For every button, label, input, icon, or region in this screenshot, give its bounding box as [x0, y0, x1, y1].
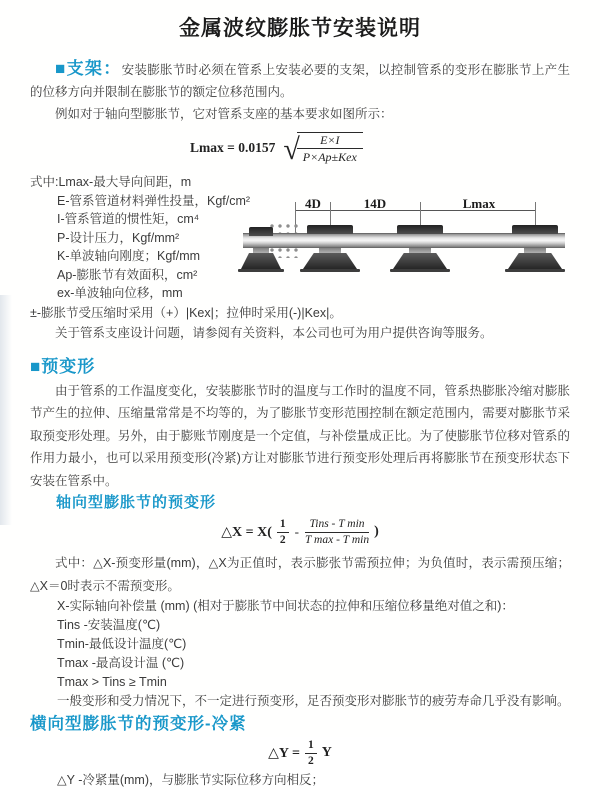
- axial-preform-heading: 轴向型膨胀节的预变形: [56, 494, 217, 511]
- fraction-denominator: T max - T min: [304, 533, 370, 546]
- dim-label-14d: 14D: [363, 196, 387, 211]
- axial-definitions-block: [30, 597, 570, 711]
- axial-definition-line: X-实际轴向补偿量 (mm) (相对于膨胀节中间状态的拉伸和压缩位移量绝对值之和)：: [57, 599, 514, 613]
- anchor-support-neck: [253, 247, 269, 254]
- page-title: 金属波纹膨胀节安装说明: [179, 17, 421, 40]
- definitions-intro: 式中:Lmax-最大导向间距，m: [30, 175, 192, 189]
- fraction-numerator: Tins - T min: [305, 518, 369, 533]
- pipe-support-diagram: [243, 197, 573, 293]
- section-heading-preform: ■预变形: [30, 356, 96, 376]
- guide-support-base: [300, 269, 360, 272]
- dimension-line: [295, 210, 535, 211]
- formula-rhs: ): [374, 524, 379, 539]
- fraction-numerator: 1: [305, 739, 317, 754]
- fraction-denominator: 2: [279, 533, 286, 546]
- lmax-formula: [190, 129, 570, 167]
- fraction-denominator: 2: [307, 754, 314, 767]
- section-heading-support: ■支架：: [55, 59, 122, 78]
- formula-lhs: △X = X(: [221, 524, 272, 540]
- guide-support-pedestal: [393, 253, 447, 269]
- axial-definition-line: Tins -安装温度(℃): [57, 618, 161, 632]
- formula-rhs: Y: [321, 745, 332, 760]
- guide-support-clamp: [397, 225, 443, 234]
- pipe: [243, 233, 565, 248]
- axial-definition-line: Tmax > Tins ≥ Tmin: [57, 675, 167, 689]
- lateral-note-line: △Y -冷紧量(mm)，与膨胀节实际位移方向相反；: [57, 773, 325, 787]
- dim-label-lmax: Lmax: [462, 196, 496, 211]
- guide-support-clamp: [307, 225, 353, 234]
- support-intro-paragraph: [30, 58, 570, 103]
- guide-support-pedestal: [303, 253, 357, 269]
- lateral-preform-formula: [30, 737, 570, 769]
- definition-item: Ap-膨胀节有效面积，cm²: [57, 267, 198, 282]
- one-half-fraction: [277, 518, 289, 547]
- guide-support-neck: [524, 247, 546, 254]
- definition-item: E-管系管道材料弹性投量，Kgf/cm²: [57, 193, 251, 208]
- axial-closing-line: 一般变形和受力情况下，不一定进行预变形，足否预变形对膨胀节的疲劳寿命几乎没有影响。: [57, 694, 570, 708]
- formula-fraction: [297, 132, 363, 164]
- anchor-support-base: [238, 269, 284, 272]
- temperature-fraction: [305, 518, 369, 547]
- definition-item: P-设计压力，Kgf/mm²: [57, 230, 180, 245]
- preform-paragraph: 由于管系的工作温度变化，安装膨胀节时的温度与工作时的温度不同，管系热膨胀冷缩对膨胀节产生的拉伸、压缩量常常是不均等的，为了膨胀节变形范围控制在额定范围内，需要对膨胀节采取预变形处理。另外，由于膨账节刚度是一个定值，与补偿量成正比。为了使膨胀节位移对管系的作用力最小，也可以采用预变形(冷紧)方让对膨胀节进行预变形处理后再将膨胀节在预变形状态下安装在管系中。: [30, 383, 570, 488]
- guide-support-pedestal: [508, 253, 562, 269]
- anchor-support-clamp: [249, 227, 273, 236]
- axial-definition-line: Tmin-最低设计温度(℃): [57, 637, 187, 651]
- dim-label-4d: 4D: [305, 196, 321, 211]
- axial-formula-explanation: 式中：△X-预变形量(mm)，△X为正值时，表示膨张节需预拉伸；为负值时，表示需预压缩；△X＝0时表示不需预变形。: [30, 556, 570, 593]
- support-intro-text: 安装膨胀节时必须在管系上安装必要的支架，以控制管系的变形在膨胀节上产生的位移方向并限制在膨胀节的额定位移范围内。: [30, 63, 570, 99]
- plus-minus-note: ±-膨胀节受压缩时采用（+）|Kex|；拉伸时采用(-)|Kex|。: [30, 305, 342, 320]
- guide-support-neck: [409, 247, 431, 254]
- fraction-numerator: 1: [277, 518, 289, 533]
- formula-lhs: △Y =: [268, 745, 300, 761]
- axial-definition-line: Tmax -最高设计温 (℃): [57, 656, 185, 670]
- lateral-preform-heading: 横向型膨胀节的预变形-冷紧: [30, 715, 247, 733]
- fraction-denominator: P×Ap±Kex: [302, 150, 357, 164]
- definition-item: K-单波轴向刚度；Kgf/mm: [57, 249, 201, 263]
- radical-sign: √: [283, 133, 300, 166]
- minus-sign: -: [294, 524, 299, 539]
- guide-support-neck: [319, 247, 341, 254]
- axial-preform-formula: [30, 514, 570, 550]
- fraction-numerator: E×I: [297, 133, 363, 149]
- one-half-fraction: [305, 739, 317, 768]
- definition-item: I-管系管道的惯性矩，cm⁴: [57, 212, 200, 226]
- guide-support-clamp: [512, 225, 558, 234]
- guide-support-base: [505, 269, 565, 272]
- formula-lhs: Lmax = 0.0157: [190, 140, 276, 155]
- guide-support-base: [390, 269, 450, 272]
- support-closing-line: 关于管系支座设计问题，请参阅有关资料，本公司也可为用户提供咨询等服务。: [55, 325, 493, 340]
- scan-shadow-artifact: [0, 295, 12, 525]
- support-example-line: 例如对于轴向型膨胀节，它对管系支座的基本要求如图所示：: [55, 107, 393, 121]
- definition-item: ex-单波轴向位移，mm: [57, 286, 183, 300]
